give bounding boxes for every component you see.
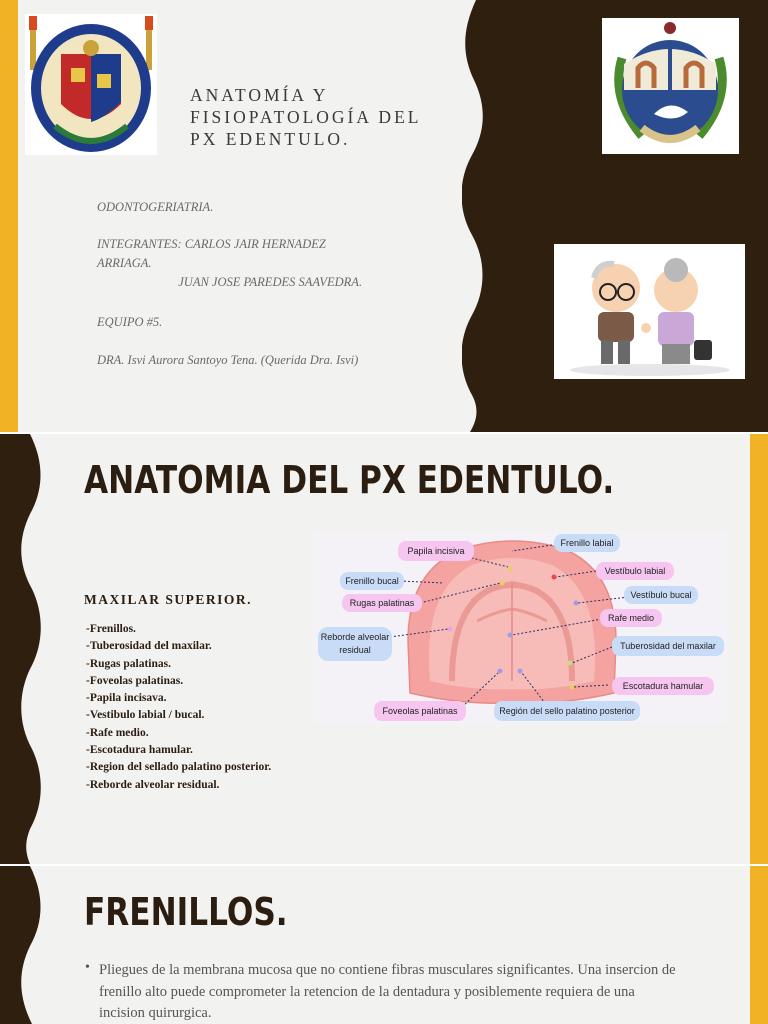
diagram-label-text: Región del sello palatino posterior xyxy=(499,706,635,716)
diagram-label-text: Frenillo labial xyxy=(560,538,614,548)
list-item: -Region del sellado palatino posterior. xyxy=(86,761,272,774)
diagram-label-text: residual xyxy=(339,645,371,655)
dental-faculty-logo xyxy=(602,18,739,154)
right-accent-bar xyxy=(750,434,768,864)
title-line: PX EDENTULO. xyxy=(190,129,351,149)
diagram-label-rugas xyxy=(342,594,422,612)
diagram-label-text: Vestíbulo labial xyxy=(604,566,666,576)
left-wave-panel xyxy=(0,866,48,1024)
diagram-label-text: Papila incisiva xyxy=(407,546,465,556)
diagram-label-text: Rafe medio xyxy=(607,613,655,623)
title-slide xyxy=(0,0,768,432)
anatomy-slide xyxy=(0,434,768,864)
presentation-title xyxy=(190,84,460,150)
list-item: -Papila incisava. xyxy=(86,692,167,705)
diagram-label-text: Rugas palatinas xyxy=(349,598,415,608)
members-line: INTEGRANTES: CARLOS JAIR HERNADEZ xyxy=(97,237,326,251)
teacher-text: DRA. Isvi Aurora Santoyo Tena. (Querida Dra. Isvi) xyxy=(97,353,359,367)
title-line: ANATOMÍA Y xyxy=(190,85,329,105)
slide-title: FRENILLOS. xyxy=(84,890,288,934)
diagram-label-foveolas xyxy=(374,701,466,721)
diagram-label-papila xyxy=(398,541,474,561)
section-subtitle: MAXILAR SUPERIOR. xyxy=(84,592,253,607)
list-item: -Foveolas palatinas. xyxy=(86,674,184,687)
list-item: -Escotadura hamular. xyxy=(86,744,193,757)
diagram-label-sello xyxy=(494,701,640,721)
diagram-label-reborde xyxy=(318,627,392,661)
diagram-label-rafe xyxy=(600,609,662,627)
diagram-label-vestibulo-labial xyxy=(596,562,674,580)
slide-title: ANATOMIA DEL PX EDENTULO. xyxy=(84,458,615,502)
university-seal-logo xyxy=(25,14,157,155)
team-text: EQUIPO #5. xyxy=(97,315,163,329)
list-item: -Vestibulo labial / bucal. xyxy=(86,709,205,722)
diagram-label-text: Frenillo bucal xyxy=(345,576,399,586)
diagram-label-text: Tuberosidad del maxilar xyxy=(620,641,716,651)
list-item: -Tuberosidad del maxilar. xyxy=(86,640,212,653)
anatomy-list xyxy=(86,621,271,794)
members-line: JUAN JOSE PAREDES SAAVEDRA. xyxy=(97,275,363,289)
diagram-label-text: Vestíbulo bucal xyxy=(630,590,692,600)
diagram-label-frenillo-labial xyxy=(554,534,620,552)
title-line: FISIOPATOLOGÍA DEL xyxy=(190,107,422,127)
diagram-label-text: Escotadura hamular xyxy=(622,681,704,691)
list-item: -Rafe medio. xyxy=(86,726,149,739)
diagram-label-text: Reborde alveolar xyxy=(320,632,390,642)
members-line: ARRIAGA. xyxy=(97,256,152,270)
diagram-label-vestibulo-bucal xyxy=(624,586,698,604)
bullet-dot-icon: • xyxy=(85,960,90,975)
maxilla-diagram xyxy=(312,531,728,723)
list-item: -Rugas palatinas. xyxy=(86,657,171,670)
bullet-text: Pliegues de la membrana mucosa que no contiene fibras musculares significantes. Una insercion de frenillo alto puede comprometer la retencion de la dentadura y posiblemente requiera de una incision quirurgica. xyxy=(99,962,676,1021)
left-wave-panel xyxy=(0,434,48,864)
elderly-couple-cartoon xyxy=(554,244,745,379)
diagram-label-escotadura xyxy=(612,677,714,695)
diagram-label-frenillo-bucal xyxy=(340,572,404,590)
diagram-label-text: Foveolas palatinas xyxy=(382,706,458,716)
list-item: -Reborde alveolar residual. xyxy=(86,778,220,791)
list-item: -Frenillos. xyxy=(86,623,136,635)
left-accent-bar xyxy=(0,0,18,432)
right-accent-bar xyxy=(750,866,768,1024)
subject-text: ODONTOGERIATRIA. xyxy=(97,200,214,214)
diagram-label-tuberosidad xyxy=(612,636,724,656)
frenillos-slide xyxy=(0,866,768,1024)
